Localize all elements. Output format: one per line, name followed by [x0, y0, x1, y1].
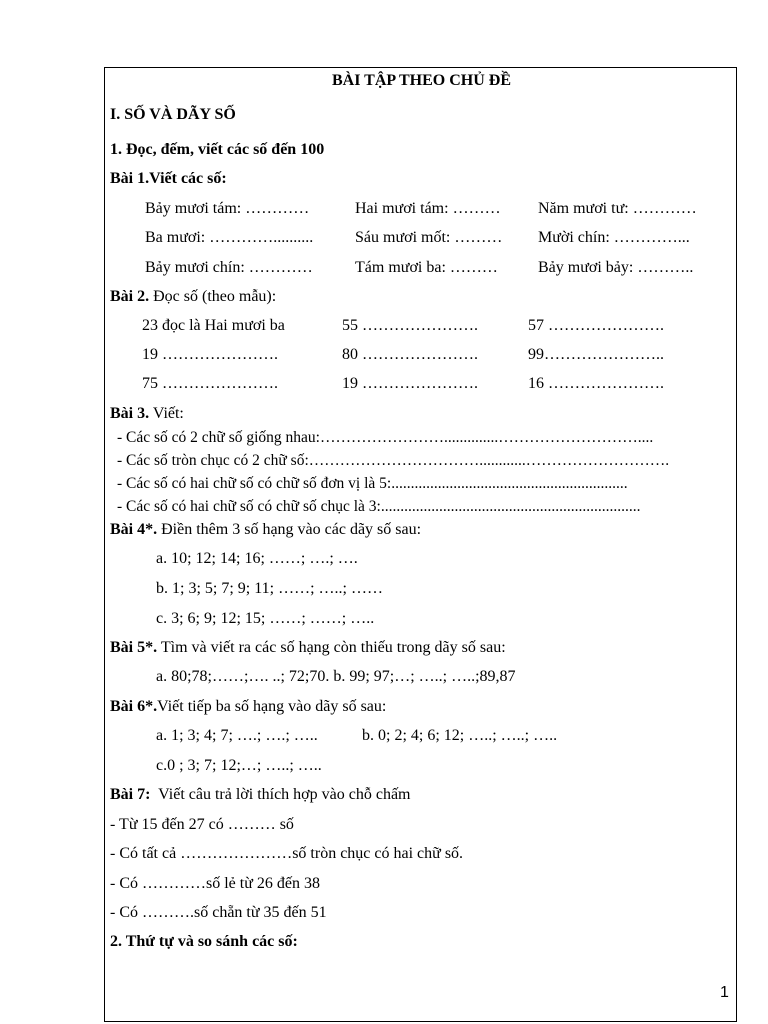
- bai1-cell: Bảy mươi tám: …………: [145, 200, 310, 217]
- bai7-label: Bài 7:: [110, 786, 151, 803]
- bai6-line-b: b. 0; 2; 4; 6; 12; …..; …..; …..: [362, 727, 558, 744]
- exercise-frame: [104, 67, 737, 1022]
- bai1-cell: Mười chín: …………...: [538, 229, 690, 246]
- bai4-heading: [110, 520, 421, 540]
- bai7-line: - Có …………số lẻ từ 26 đến 38: [110, 875, 320, 892]
- bai4-text: Điền thêm 3 số hạng vào các dãy số sau:: [161, 521, 422, 538]
- bai1-cell: Ba mươi: …………..........: [145, 229, 314, 246]
- bai1-cell: Bảy mươi bảy: ………..: [538, 259, 694, 276]
- bai2-heading: [110, 287, 276, 307]
- worksheet-title: BÀI TẬP THEO CHỦ ĐỀ: [331, 72, 511, 89]
- bai2-cell: 99…………………..: [528, 346, 664, 363]
- bai7-line: - Có tất cả …………………số tròn chục có hai chữ số.: [110, 845, 464, 862]
- bai1-cell: Năm mươi tư: …………: [538, 200, 697, 217]
- bai3-text: Viết:: [152, 405, 184, 422]
- bai3-line: - Các số có 2 chữ số giống nhau:……………………..............………………………....: [117, 429, 654, 446]
- bai2-label: Bài 2.: [110, 288, 150, 305]
- bai7-text: Viết câu trả lời thích hợp vào chỗ chấm: [158, 786, 411, 803]
- bai2-cell: 55 ………………….: [342, 317, 478, 334]
- bai6-line-a: a. 1; 3; 4; 7; ….; ….; …..: [156, 727, 318, 744]
- bai2-cell: 19 ………………….: [142, 346, 278, 363]
- bai6-label: Bài 6*.: [110, 698, 158, 715]
- bai3-line: - Các số có hai chữ số có chữ số chục là 3:...................................................................: [117, 498, 641, 515]
- bai7-heading: [110, 785, 411, 805]
- bai2-cell: 75 ………………….: [142, 375, 278, 392]
- bai4-label: Bài 4*.: [110, 521, 158, 538]
- bai2-text: Đọc số (theo mẫu):: [153, 288, 277, 305]
- bai7-line: - Từ 15 đến 27 có ……… số: [110, 816, 294, 833]
- bai4-line: c. 3; 6; 9; 12; 15; ……; ……; …..: [156, 610, 375, 627]
- bai1-label: Bài 1.Viết các số:: [110, 170, 227, 187]
- bai2-cell: 16 ………………….: [528, 375, 664, 392]
- subsection-heading-2: 2. Thứ tự và so sánh các số:: [110, 933, 298, 950]
- bai6-text: Viết tiếp ba số hạng vào dãy số sau:: [157, 698, 387, 715]
- page-number: 1: [720, 984, 729, 1001]
- subsection-heading-1: 1. Đọc, đếm, viết các số đến 100: [110, 141, 325, 158]
- bai4-line: b. 1; 3; 5; 7; 9; 11; ……; …..; ……: [156, 580, 383, 597]
- bai2-cell: 57 ………………….: [528, 317, 664, 334]
- bai3-label: Bài 3.: [110, 405, 150, 422]
- bai2-cell: 19 ………………….: [342, 375, 478, 392]
- bai1-cell: Sáu mươi mốt: ………: [355, 229, 503, 246]
- bai7-line: - Có ……….số chẵn từ 35 đến 51: [110, 904, 327, 921]
- bai2-cell: 80 ………………….: [342, 346, 478, 363]
- bai1-cell: Hai mươi tám: ………: [355, 200, 501, 217]
- bai3-heading: [110, 404, 184, 424]
- bai1-cell: Bảy mươi chín: …………: [145, 259, 313, 276]
- bai5-label: Bài 5*.: [110, 639, 158, 656]
- bai2-cell: 23 đọc là Hai mươi ba: [142, 317, 285, 334]
- bai3-line: - Các số tròn chục có 2 chữ số:……………………………............……………………….: [117, 452, 670, 469]
- bai3-line: - Các số có hai chữ số có chữ số đơn vị là 5:.............................................................: [117, 475, 628, 492]
- bai5-heading: [110, 638, 506, 658]
- bai4-line: a. 10; 12; 14; 16; ……; ….; ….: [156, 550, 358, 567]
- bai1-cell: Tám mươi ba: ………: [355, 259, 498, 276]
- bai5-line: a. 80;78;……;…. ..; 72;70. b. 99; 97;…; …..; …..;89,87: [156, 668, 516, 685]
- bai6-heading: [110, 697, 386, 717]
- bai6-line-c: c.0 ; 3; 7; 12;…; …..; …..: [156, 757, 322, 774]
- bai5-text: Tìm và viết ra các số hạng còn thiếu trong dãy số sau:: [160, 639, 506, 656]
- section-heading-1: I. SỐ VÀ DÃY SỐ: [110, 106, 236, 123]
